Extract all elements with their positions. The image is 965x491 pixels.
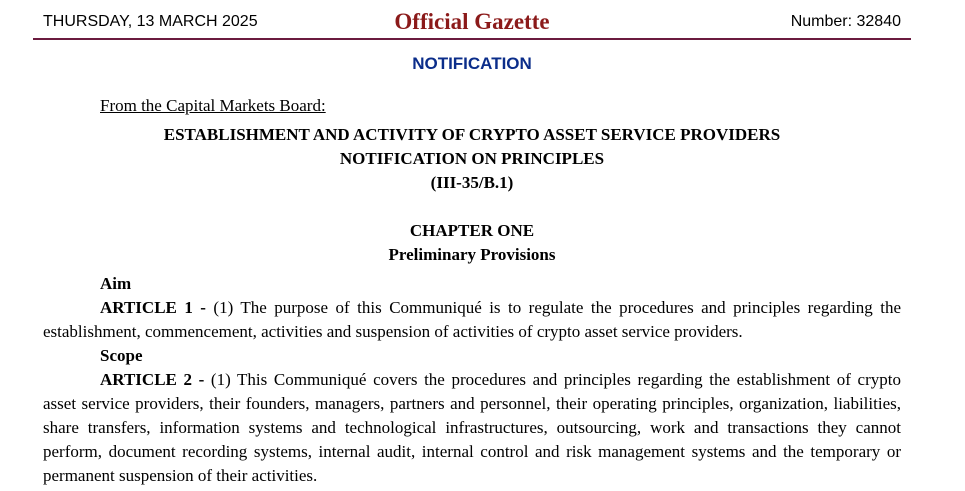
issue-date: THURSDAY, 13 MARCH 2025 [43, 13, 258, 30]
masthead [33, 8, 911, 40]
article-2-heading: Scope [100, 346, 143, 365]
document-code: (III-35/B.1) [430, 173, 514, 192]
article-2-label: ARTICLE 2 - [100, 370, 205, 389]
article-2-text: (1) This Communiqué covers the procedures and principles regarding the establishment of crypto asset service providers, their founders, managers, partners and personnel, their operating principles, organization, liabilities, share transfers, information systems and technological infrastructures, outsourcing, work and transactions they cannot perform, document recording systems, internal audit, internal control and risk management systems and the temporary or permanent suspension of their activities. [43, 370, 901, 485]
article-1-label: ARTICLE 1 - [100, 298, 206, 317]
article-1-heading: Aim [100, 274, 132, 293]
article-1-text: (1) The purpose of this Communiqué is to regulate the procedures and principles regarding the establishment, commencement, activities and suspension of activities of crypto asset service providers. [43, 298, 901, 341]
issue-number: Number: 32840 [790, 13, 901, 30]
gazette-title: Official Gazette [394, 9, 550, 34]
chapter-subtitle: Preliminary Provisions [388, 245, 556, 264]
document-title-line-2: NOTIFICATION ON PRINCIPLES [339, 149, 605, 168]
document-title-line-1: ESTABLISHMENT AND ACTIVITY OF CRYPTO ASSET SERVICE PROVIDERS [163, 125, 781, 144]
chapter-title: CHAPTER ONE [409, 221, 535, 240]
issuing-authority: From the Capital Markets Board: [100, 96, 326, 115]
section-label: NOTIFICATION [412, 54, 532, 73]
article-1-paragraph [43, 296, 901, 344]
article-2-paragraph [43, 368, 901, 488]
